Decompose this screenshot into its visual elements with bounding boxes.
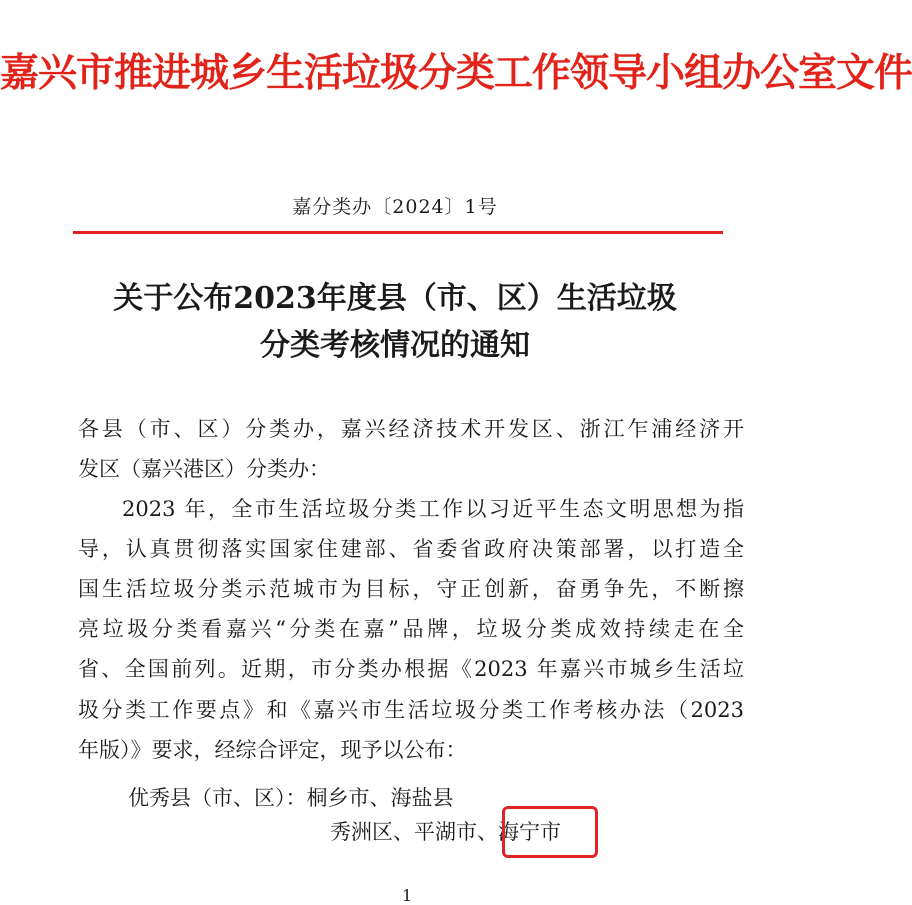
document-number: 嘉分类办〔2024〕1号 <box>292 196 498 218</box>
body-line-9: 年版）》要求，经综合评定，现予以公布： <box>78 738 467 762</box>
page-number: 1 <box>402 886 413 905</box>
excellent-counties-line-2: 秀洲区、平湖市、海宁市 <box>330 820 561 844</box>
body-line-4: 导，认真贯彻落实国家住建部、省委省政府决策部署，以打造全 <box>78 537 744 561</box>
issuing-office-header: 嘉兴市推进城乡生活垃圾分类工作领导小组办公室文件 <box>0 51 912 96</box>
body-line-8: 圾分类工作要点》和《嘉兴市生活垃圾分类工作考核办法（2023 <box>78 698 744 722</box>
body-line-3: 2023 年，全市生活垃圾分类工作以习近平生态文明思想为指 <box>122 497 744 521</box>
highlight-annotation-box <box>502 806 598 858</box>
body-line-1: 各县（市、区）分类办，嘉兴经济技术开发区、浙江乍浦经济开 <box>78 417 744 441</box>
notice-title-line-1: 关于公布2023年度县（市、区）生活垃圾 <box>113 281 677 316</box>
body-line-7: 省、全国前列。近期，市分类办根据《2023 年嘉兴市城乡生活垃 <box>78 657 744 681</box>
notice-title-line-2: 分类考核情况的通知 <box>260 328 530 363</box>
body-line-5: 国生活垃圾分类示范城市为目标，守正创新，奋勇争先，不断擦 <box>78 577 744 601</box>
body-line-2: 发区（嘉兴港区）分类办： <box>78 457 330 481</box>
red-divider-line <box>73 231 723 234</box>
excellent-counties-line: 优秀县（市、区）：桐乡市、海盐县 <box>128 786 454 810</box>
body-line-6: 亮垃圾分类看嘉兴“分类在嘉”品牌，垃圾分类成效持续走在全 <box>78 617 744 641</box>
